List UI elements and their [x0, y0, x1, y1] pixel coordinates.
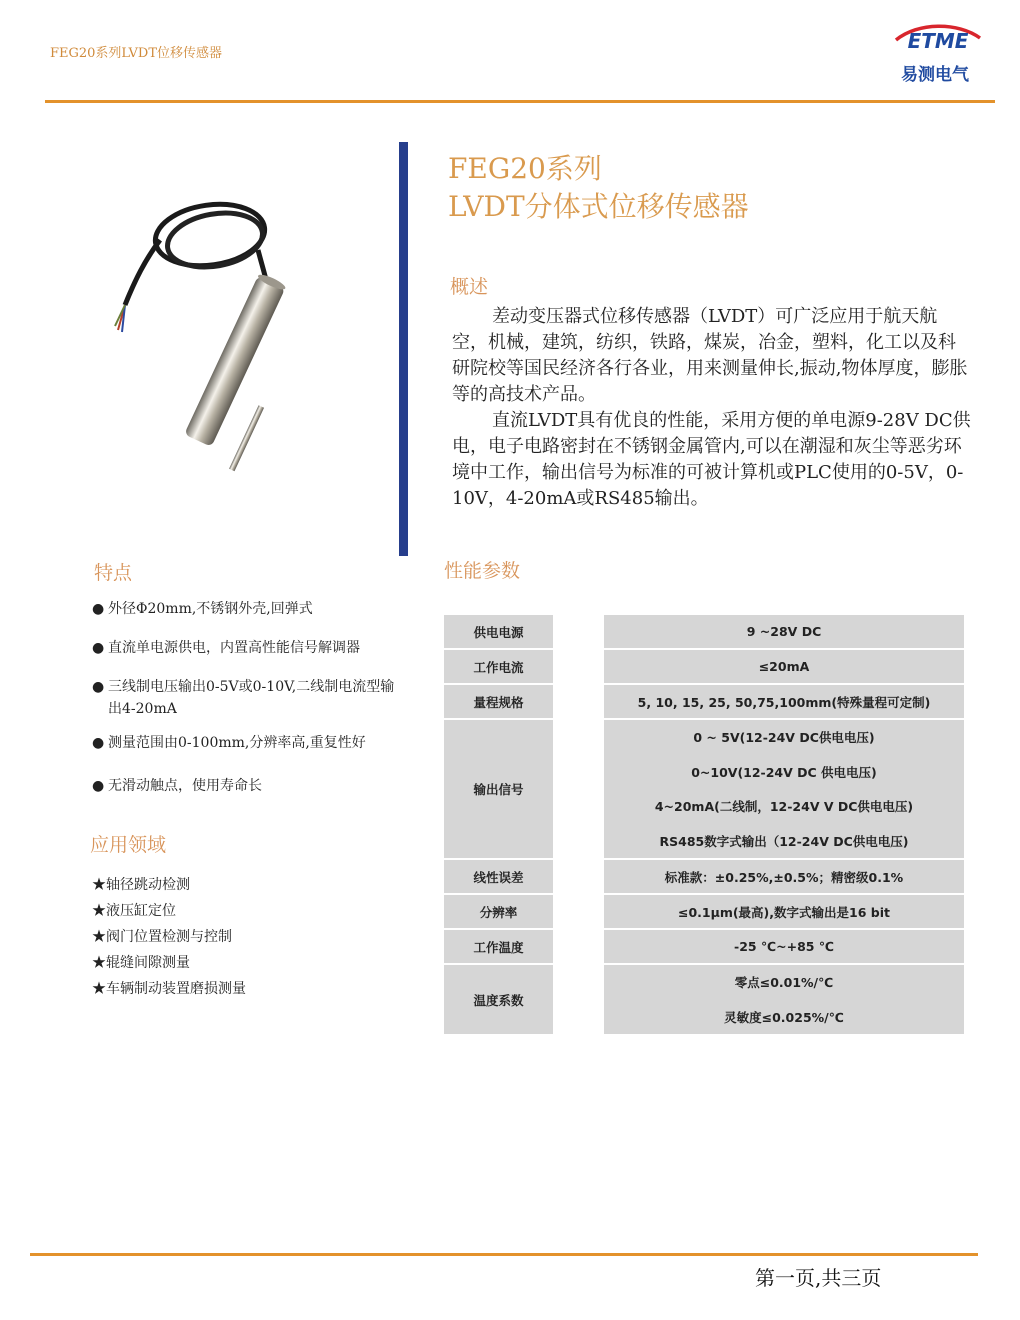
overview-paragraph-1: 差动变压器式位移传感器（LVDT）可广泛应用于航天航空，机械，建筑，纺织，铁路，煤炭，冶金，塑料，化工以及科研院校等国民经济各行各业，用来测量伸长,振动,物体厚度，膨胀等的高技术产品。: [452, 306, 968, 405]
applications-list: [92, 872, 392, 1002]
spec-label: 量程规格: [444, 685, 553, 718]
header-divider: [45, 100, 995, 103]
features-list: [92, 598, 402, 797]
accent-bar: [399, 142, 408, 556]
application-item: ★辊缝间隙测量: [92, 955, 190, 971]
spec-label: 工作温度: [444, 930, 553, 963]
application-item: ★轴径跳动检测: [92, 877, 190, 893]
spec-table: [444, 615, 964, 1034]
spec-label: 分辨率: [444, 895, 553, 928]
bullet-icon: ●: [92, 601, 105, 617]
spec-label: 供电电源: [444, 615, 553, 648]
page-number: 第一页,共三页: [755, 1266, 882, 1290]
title-line-2: LVDT分体式位移传感器: [448, 190, 749, 223]
title-line-1: FEG20系列: [448, 152, 602, 185]
logo-subtitle: 易测电气: [901, 65, 969, 85]
feature-item: ● 直流单电源供电，内置高性能信号解调器: [92, 637, 402, 659]
spec-label: 温度系数: [444, 965, 553, 1034]
application-item: ★液压缸定位: [92, 903, 176, 919]
features-heading: 特点: [94, 562, 133, 584]
specs-heading: 性能参数: [444, 560, 521, 582]
feature-item: ● 外径Φ20mm,不锈钢外壳,回弹式: [92, 598, 402, 620]
header-title: FEG20系列LVDT位移传感器: [50, 46, 223, 61]
feature-item: ● 三线制电压输出0-5V或0-10V,二线制电流型输出4-20mA: [92, 676, 402, 720]
overview-paragraph-2: 直流LVDT具有优良的性能，采用方便的单电源9-28V DC供电，电子电路密封在不锈钢金属管内,可以在潮湿和灰尘等恶劣环境中工作，输出信号为标准的可被计算机或PLC使用的0-5V，0-10V，4-20mA或RS485输出。: [452, 410, 971, 509]
logo-text: ETME: [907, 29, 969, 53]
applications-heading: 应用领域: [90, 834, 167, 856]
bullet-icon: ●: [92, 735, 105, 751]
overview-text: [452, 304, 972, 512]
footer-divider: [30, 1253, 978, 1256]
spec-value: 0 ~ 5V(12-24V DC供电电压) 0~10V(12-24V DC 供电电压) 4~20mA(二线制，12-24V V DC供电电压) RS485数字式输出（12-24V DC供电电压): [604, 720, 964, 858]
application-item: ★车辆制动装置磨损测量: [92, 981, 246, 997]
feature-item: ● 无滑动触点，使用寿命长: [92, 775, 402, 797]
feature-item: ● 测量范围由0-100mm,分辨率高,重复性好: [92, 732, 402, 754]
spec-value: ≤0.1μm(最高),数字式输出是16 bit: [604, 895, 964, 928]
spec-label: 线性误差: [444, 860, 553, 893]
spec-value: 零点≤0.01%/℃ 灵敏度≤0.025%/℃: [604, 965, 964, 1034]
application-item: ★阀门位置检测与控制: [92, 929, 232, 945]
spec-label: 输出信号: [444, 720, 553, 858]
bullet-icon: ●: [92, 640, 105, 656]
spec-value: -25 ℃~+85 ℃: [604, 930, 964, 963]
spec-value: 标准款：±0.25%,±0.5%；精密级0.1%: [604, 860, 964, 893]
bullet-icon: ●: [92, 778, 105, 794]
spec-label: 工作电流: [444, 650, 553, 683]
spec-value: 5, 10, 15, 25, 50,75,100mm(特殊量程可定制): [604, 685, 964, 718]
spec-value: ≤20mA: [604, 650, 964, 683]
product-image: [90, 180, 390, 480]
overview-heading: 概述: [450, 276, 489, 298]
product-title: [448, 150, 749, 226]
company-logo: [888, 18, 988, 88]
bullet-icon: ●: [92, 679, 105, 695]
spec-value: 9 ~28V DC: [604, 615, 964, 648]
